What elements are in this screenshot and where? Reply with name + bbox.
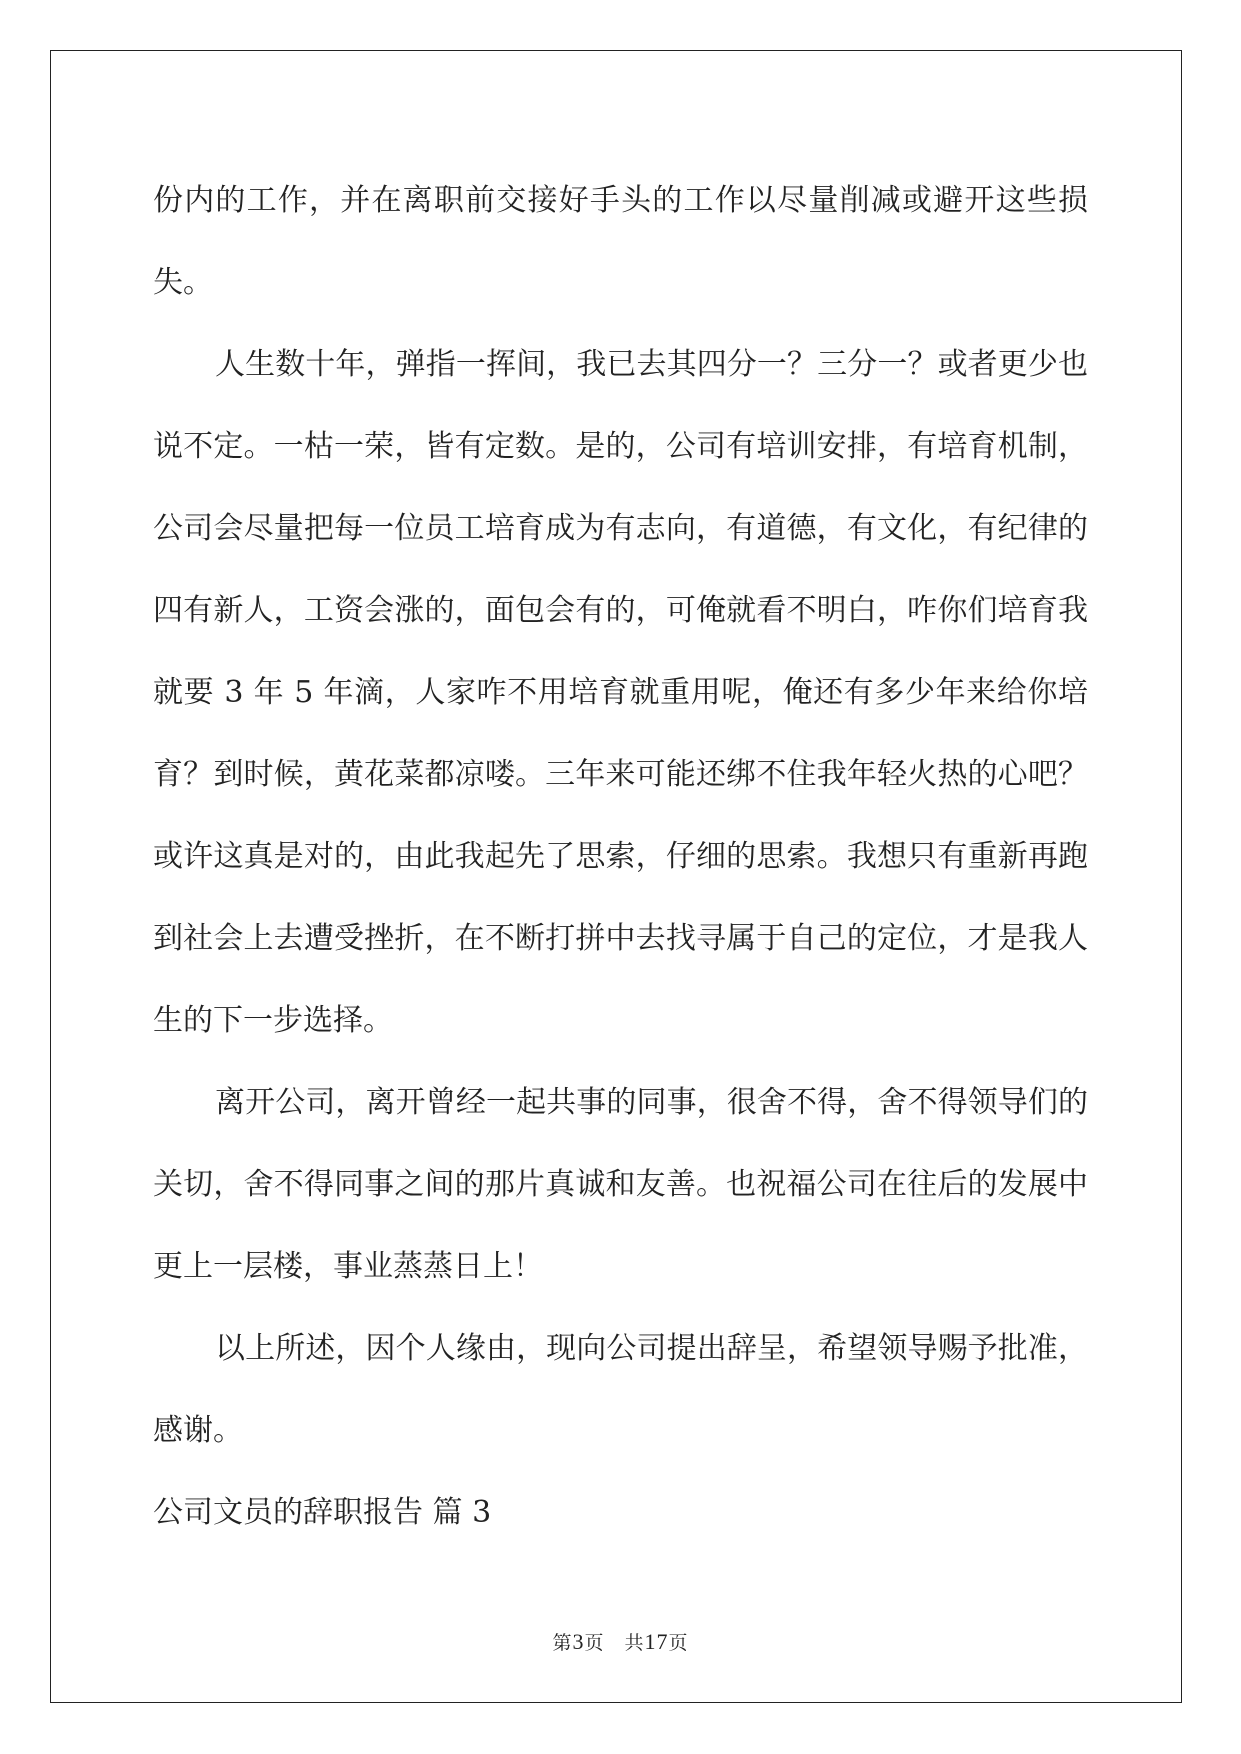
- page-footer: [0, 1628, 1241, 1655]
- current-page-number: 3: [572, 1629, 585, 1654]
- total-suffix: 页: [668, 1632, 689, 1654]
- paragraph-1: 份内的工作，并在离职前交接好手头的工作以尽量削减或避开这些损失。: [153, 183, 1088, 300]
- paragraph-4: 以上所述，因个人缘由，现向公司提出辞呈，希望领导赐予批准，感谢。: [153, 1331, 1088, 1448]
- paragraph-3: 离开公司，离开曾经一起共事的同事，很舍不得，舍不得领导们的关切，舍不得同事之间的那片真诚和友善。也祝福公司在往后的发展中更上一层楼，事业蒸蒸日上！: [153, 1085, 1088, 1284]
- paragraph-2: 人生数十年，弹指一挥间，我已去其四分一？三分一？或者更少也说不定。一枯一荣，皆有定数。是的，公司有培训安排，有培育机制，公司会尽量把每一位员工培育成为有志向，有道德，有文化，有纪律的四有新人，工资会涨的，面包会有的，可俺就看不明白，咋你们培育我就要 3 年 5 年滴，人家咋不用培育就重用呢，俺还有多少年来给你培育？到时候，黄花菜都凉喽。三年来可能还绑不住我年轻火热的心吧？或许这真是对的，由此我起先了思索，仔细的思索。我想只有重新再跑到社会上去遭受挫折，在不断打拼中去找寻属于自己的定位，才是我人生的下一步选择。: [153, 347, 1088, 1038]
- total-pages-number: 17: [644, 1629, 669, 1654]
- page-prefix: 第: [552, 1632, 573, 1654]
- document-body: [153, 160, 1088, 1554]
- page-suffix: 页: [584, 1632, 605, 1654]
- total-prefix: 共: [624, 1632, 645, 1654]
- section-heading: 公司文员的辞职报告 篇 3: [153, 1495, 492, 1530]
